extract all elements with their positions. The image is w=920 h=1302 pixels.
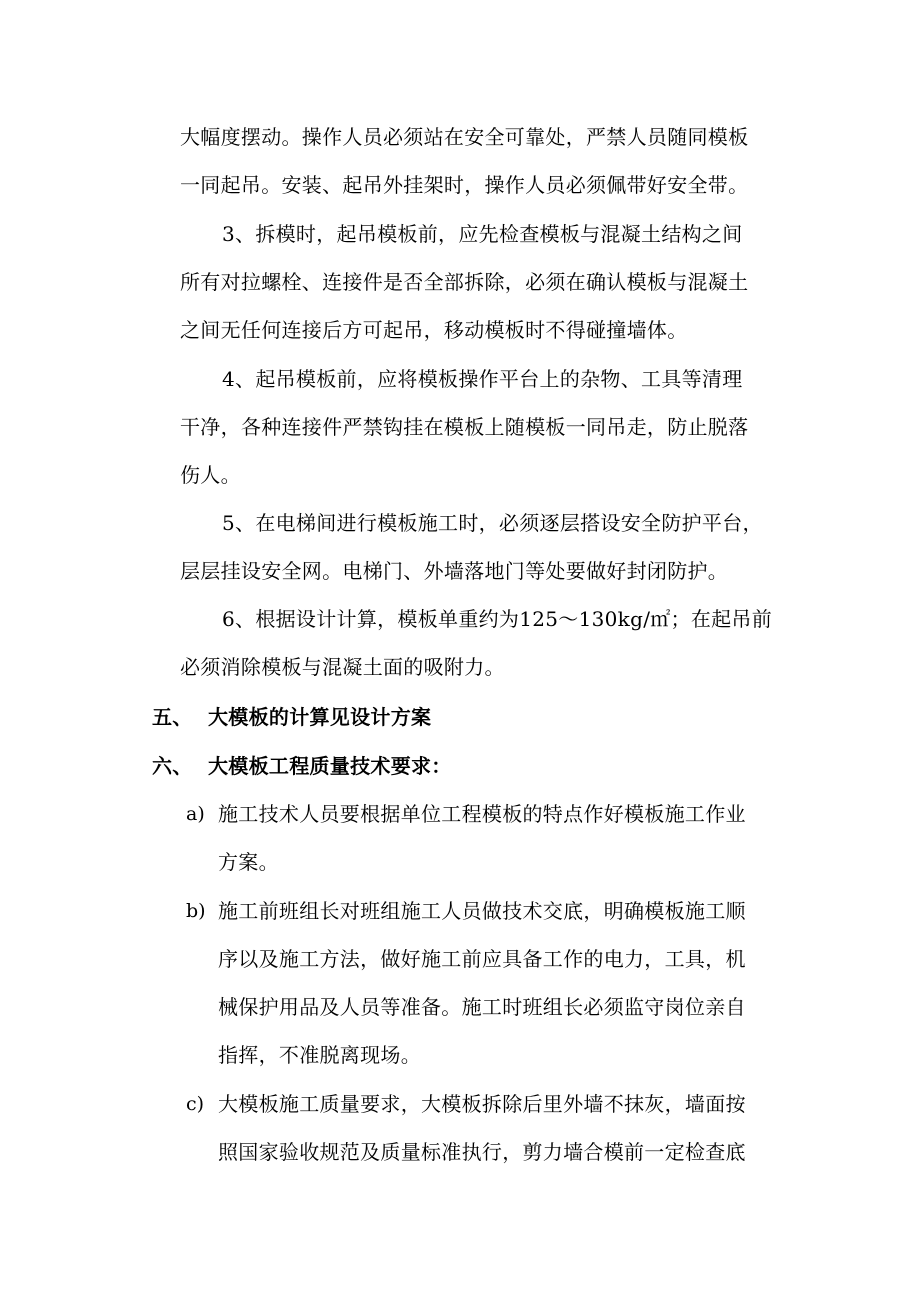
list-item-b-line-4: 指挥，不准脱离现场。 (218, 1043, 421, 1067)
paragraph-tail-line-1: 大幅度摆动。操作人员必须站在安全可靠处，严禁人员随同模板 (180, 125, 749, 149)
list-item-a-line-1: 施工技术人员要根据单位工程模板的特点作好模板施工作业 (218, 802, 746, 826)
list-item-c-marker: c) (186, 1093, 205, 1115)
list-item-b-line-1: 施工前班组长对班组施工人员做技术交底，明确模板施工顺 (218, 899, 746, 923)
list-item-c-line-1: 大模板施工质量要求，大模板拆除后里外墙不抹灰，墙面按 (218, 1092, 746, 1116)
list-item-b-line-3: 械保护用品及人员等准备。施工时班组长必须监守岗位亲自 (218, 995, 746, 1019)
section-5-number: 五、 (152, 705, 193, 729)
item-3-line-3: 之间无任何连接后方可起吊，移动模板时不得碰撞墙体。 (180, 318, 688, 342)
item-6-line-1: 6、根据设计计算，模板单重约为125～130kg/㎡；在起吊前 (222, 607, 773, 631)
item-4-line-3: 伤人。 (180, 463, 241, 487)
section-6-title: 大模板工程质量技术要求： (208, 754, 452, 778)
item-3-line-2: 所有对拉螺栓、连接件是否全部拆除，必须在确认模板与混凝土 (180, 270, 749, 294)
item-5-line-1: 5、在电梯间进行模板施工时，必须逐层搭设安全防护平台， (222, 511, 763, 535)
item-4-line-1: 4、起吊模板前，应将模板操作平台上的杂物、工具等清理 (222, 367, 743, 391)
section-6-number: 六、 (152, 754, 193, 778)
item-3-line-1: 3、拆模时，起吊模板前，应先检查模板与混凝土结构之间 (222, 222, 743, 246)
paragraph-tail-line-2: 一同起吊。安装、起吊外挂架时，操作人员必须佩带好安全带。 (180, 173, 749, 197)
list-item-b-marker: b) (186, 900, 206, 922)
item-4-line-2: 干净，各种连接件严禁钩挂在模板上随模板一同吊走，防止脱落 (180, 415, 749, 439)
list-item-b-line-2: 序以及施工方法，做好施工前应具备工作的电力，工具，机 (218, 947, 746, 971)
item-6-line-2: 必须消除模板与混凝土面的吸附力。 (180, 655, 505, 679)
list-item-a-marker: a) (186, 803, 205, 825)
section-5-title: 大模板的计算见设计方案 (208, 705, 432, 729)
item-5-line-2: 层层挂设安全网。电梯门、外墙落地门等处要做好封闭防护。 (180, 559, 729, 583)
list-item-c-line-2: 照国家验收规范及质量标准执行，剪力墙合模前一定检查底 (218, 1140, 746, 1164)
list-item-a-line-2: 方案。 (218, 850, 279, 874)
